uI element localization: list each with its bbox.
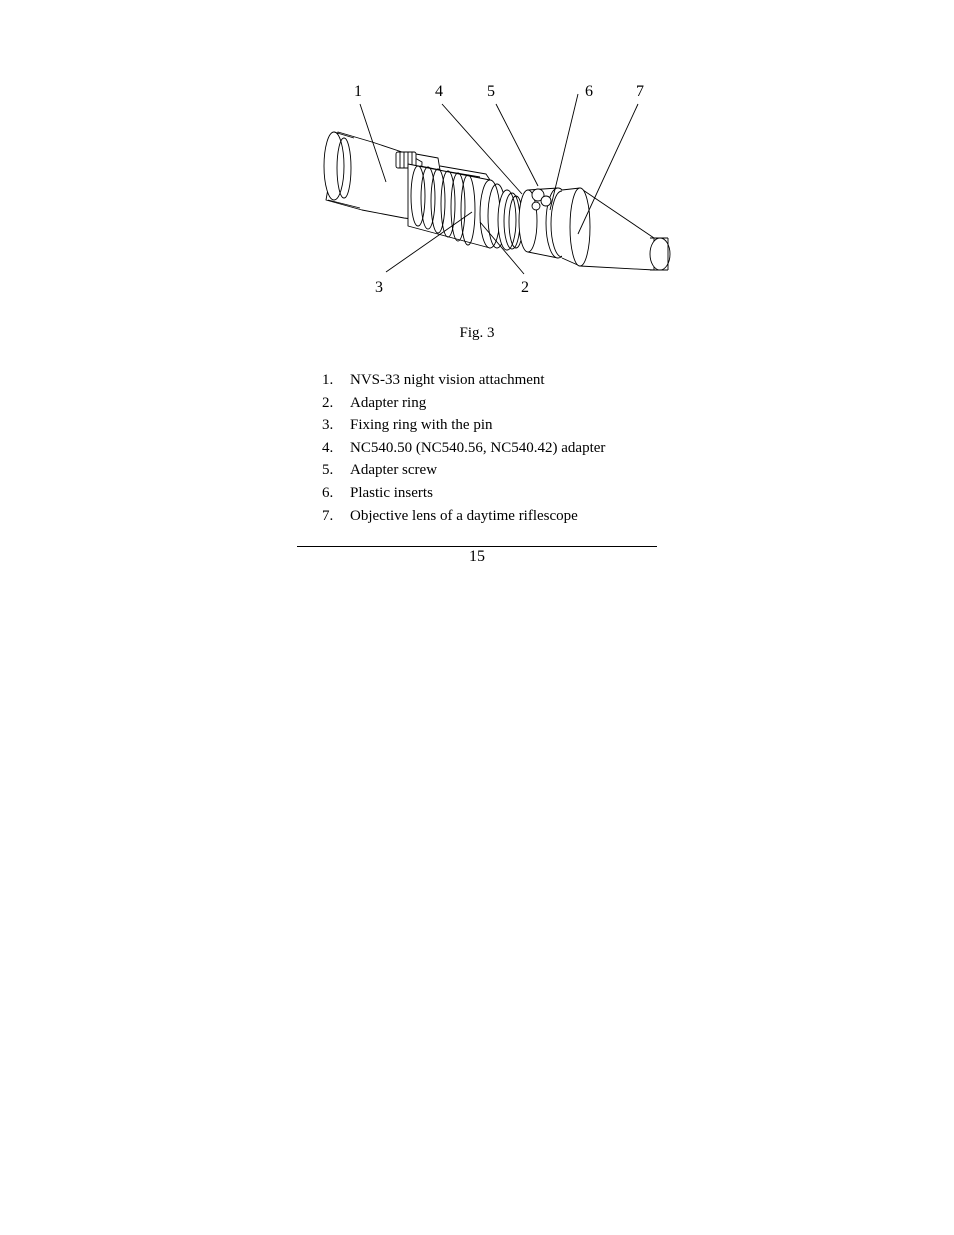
legend-item-number: 6. [322,484,334,501]
legend-item-number: 5. [322,462,334,479]
legend-item [322,459,605,482]
legend-item [322,369,605,392]
legend-item-number: 3. [322,417,334,434]
legend-item-number: 1. [322,372,334,388]
legend-item-text: Objective lens of a daytime riflescope [350,507,578,524]
figure-3-illustration [300,70,680,310]
callout-1: 1 [354,83,362,100]
legend-item-number: 7. [322,507,334,524]
legend-item-text: Adapter ring [350,394,427,411]
legend-item [322,392,605,415]
footer-divider [297,546,657,547]
page-number: 15 [469,548,485,565]
callout-2: 2 [521,279,529,296]
legend-item-text: NVS-33 night vision attachment [350,372,545,388]
legend-item-text: Fixing ring with the pin [350,417,493,434]
legend-item-text: Adapter screw [350,462,438,479]
legend-item [322,505,605,528]
legend-item [322,437,605,460]
legend-item-number: 2. [322,394,334,411]
parts-legend-list [322,369,605,527]
legend-item-text: Plastic inserts [350,484,433,501]
callout-5: 5 [487,83,495,100]
legend-item-number: 4. [322,439,334,456]
figure-caption: Fig. 3 [459,325,495,341]
callout-3: 3 [375,279,383,296]
callout-4: 4 [435,83,443,100]
legend-item [322,482,605,505]
callout-7: 7 [636,83,644,100]
legend-item [322,414,605,437]
callout-6: 6 [585,83,593,100]
legend-item-text: NC540.50 (NC540.56, NC540.42) adapter [350,439,606,456]
night-vision-assembly-drawing [300,70,680,310]
